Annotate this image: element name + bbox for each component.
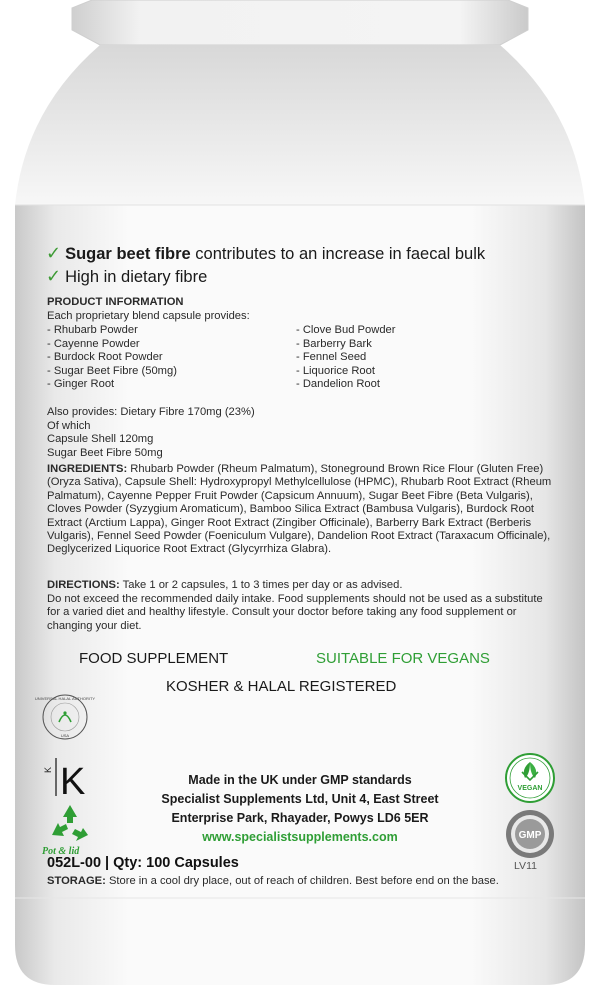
recycle-icon: [46, 801, 94, 849]
ingredients-paragraph: INGREDIENTS: Rhubarb Powder (Rheum Palmatum), Stoneground Brown Rice Flour (Gluten Free) (Oryza Sativa), Capsule Shell: Hydroxypropyl Methylcellulose (HPMC), Rhubarb Root Extract (Rheum Palmatum), Cayenne Pepper Fruit Powder (Capsicum Annuum), Sugar Beet Fibre (Beta Vulgaris), Cloves Powder (Syzygium Aromaticum), Bamboo Silica Extract (Bambusa Vulgaris), Burdock Root Extract (Arctium Lappa), Ginger Root Extract (Zingiber Officinale), Barberry Bark Extract (Berberis Vulgaris), Fennel Seed Powder (Foeniculum Vulgare), Dandelion Root Extract (Taraxacum Officinale), Deglycerized Liquorice Root Extract (Glycyrrhiza Glabra).: [47, 463, 552, 556]
svg-text:K: K: [60, 761, 86, 803]
product-info-heading: PRODUCT INFORMATION: [47, 296, 184, 308]
company-address-line: Enterprise Park, Rhayader, Powys LD6 5ER: [171, 811, 429, 825]
label-version: LV11: [514, 860, 537, 872]
list-item: - Ginger Root: [47, 378, 115, 391]
claim-dietary-fibre: ✓ High in dietary fibre: [46, 266, 208, 286]
also-provides: Also provides: Dietary Fibre 170mg (23%) Of which Capsule Shell 120mg Sugar Beet Fibre 50mg: [47, 406, 255, 459]
svg-text:GMP: GMP: [518, 830, 542, 841]
maker-info: [127, 771, 473, 847]
website-link[interactable]: www.specialistsupplements.com: [202, 830, 398, 844]
list-item: - Liquorice Root: [296, 364, 375, 377]
gmp-line: Made in the UK under GMP standards: [188, 773, 412, 787]
list-item: - Clove Bud Powder: [296, 324, 396, 336]
list-item: - Cayenne Powder: [47, 337, 140, 350]
list-item: - Dandelion Root: [296, 378, 380, 391]
vegan-badge-icon: [504, 752, 556, 804]
food-supplement-text: FOOD SUPPLEMENT: [79, 650, 229, 667]
claim-sugar-beet: ✓ Sugar beet fibre contributes to an increase in faecal bulk: [46, 243, 486, 263]
kosher-logo-icon: [42, 754, 94, 803]
list-item: - Burdock Root Powder: [47, 351, 163, 364]
list-item: - Sugar Beet Fibre (50mg): [47, 364, 177, 377]
product-info-intro: Each proprietary blend capsule provides:: [47, 310, 250, 322]
lot-quantity: 052L-00 | Qty: 100 Capsules: [47, 855, 239, 871]
warning-paragraph: Do not exceed the recommended daily intake. Food supplements should not be used as a substitute for a varied diet and healthy lifestyle. Consult your doctor before taking any food supplement or changing your diet.: [47, 593, 543, 632]
kosher-halal-text: KOSHER & HALAL REGISTERED: [166, 678, 397, 695]
directions-paragraph: DIRECTIONS: Take 1 or 2 capsules, 1 to 3 times per day or as advised.: [47, 579, 403, 591]
ingredient-list-left: [47, 324, 177, 392]
svg-text:UNIVERSAL HALAL AUTHORITY: UNIVERSAL HALAL AUTHORITY: [34, 696, 96, 701]
list-item: - Fennel Seed: [296, 351, 367, 364]
halal-logo-icon: [34, 692, 96, 742]
checkmark-icon: ✓: [46, 266, 62, 286]
checkmark-icon: ✓: [46, 243, 62, 263]
company-address-line: Specialist Supplements Ltd, Unit 4, East Street: [161, 792, 439, 806]
list-item: - Barberry Bark: [296, 337, 372, 350]
svg-text:K: K: [43, 766, 53, 773]
svg-text:VEGAN: VEGAN: [517, 785, 543, 792]
gmp-badge-icon: [504, 808, 556, 860]
pot-lid-text: Pot & lid: [42, 846, 80, 857]
list-item: - Rhubarb Powder: [47, 324, 138, 336]
vegan-text: SUITABLE FOR VEGANS: [316, 650, 490, 667]
ingredient-list-right: [296, 324, 396, 392]
svg-text:USA: USA: [60, 733, 70, 738]
storage-text: STORAGE: Store in a cool dry place, out of reach of children. Best before end on the base.: [47, 875, 499, 887]
